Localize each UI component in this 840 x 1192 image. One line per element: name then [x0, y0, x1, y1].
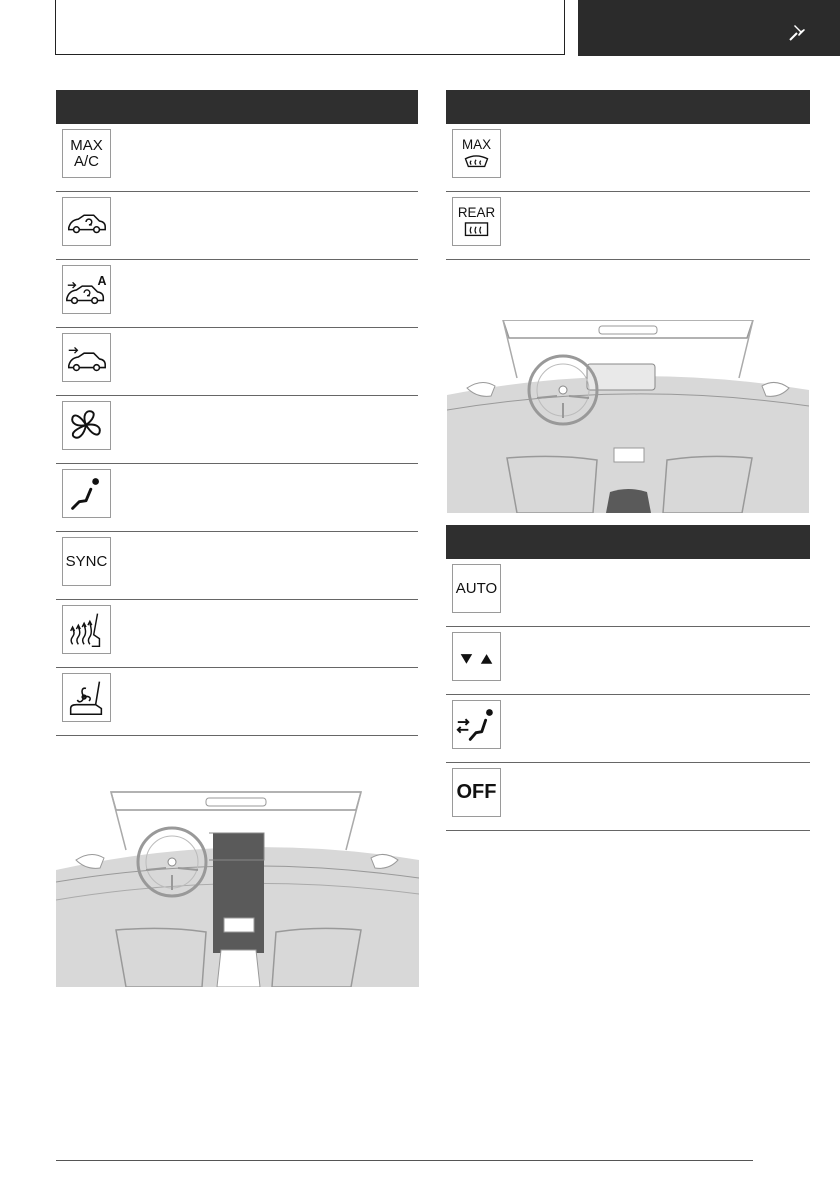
recirculation-icon — [62, 197, 111, 246]
pin-icon — [786, 22, 810, 44]
max-defrost-icon — [452, 129, 501, 178]
right-auto-table — [446, 525, 810, 831]
table-row — [446, 192, 810, 260]
table-row — [446, 124, 810, 192]
table-header — [56, 90, 418, 124]
dashboard-illustration-center-display — [56, 790, 419, 987]
table-header — [446, 90, 810, 124]
right-defrost-table — [446, 90, 810, 260]
max-ac-label: MAX A/C — [70, 136, 103, 170]
seat-heating-icon — [62, 605, 111, 654]
auto-air-distribution-icon — [452, 700, 501, 749]
table-row — [56, 124, 418, 192]
table-row — [446, 559, 810, 627]
chapter-header-box — [55, 0, 565, 55]
seat-ventilation-icon — [62, 673, 111, 722]
rear-defrost-icon — [452, 197, 501, 246]
console-highlight — [606, 489, 651, 513]
table-row — [56, 328, 418, 396]
dashboard-illustration-console — [447, 320, 809, 513]
table-header — [446, 525, 810, 559]
auto-recirculation-icon — [62, 265, 111, 314]
svg-text:REAR: REAR — [457, 205, 496, 221]
center-display-highlight — [213, 833, 264, 953]
max-ac-icon — [62, 129, 111, 178]
off-icon: OFF — [452, 768, 501, 817]
svg-text:A: A — [97, 274, 107, 289]
table-row — [56, 532, 418, 600]
sync-icon: SYNC — [62, 537, 111, 586]
table-row — [56, 260, 418, 328]
footer-rule — [56, 1160, 753, 1161]
left-controls-table — [56, 90, 418, 736]
table-row — [446, 627, 810, 695]
table-row — [56, 396, 418, 464]
table-row — [56, 668, 418, 736]
table-row — [446, 763, 810, 831]
auto-icon: AUTO — [452, 564, 501, 613]
table-row — [56, 192, 418, 260]
table-row — [446, 695, 810, 763]
fan-icon — [62, 401, 111, 450]
table-row — [56, 600, 418, 668]
svg-text:MAX: MAX — [461, 137, 492, 153]
section-tab — [578, 0, 840, 56]
air-distribution-icon — [62, 469, 111, 518]
temperature-arrows-icon — [452, 632, 501, 681]
table-row — [56, 464, 418, 532]
fresh-air-icon — [62, 333, 111, 382]
